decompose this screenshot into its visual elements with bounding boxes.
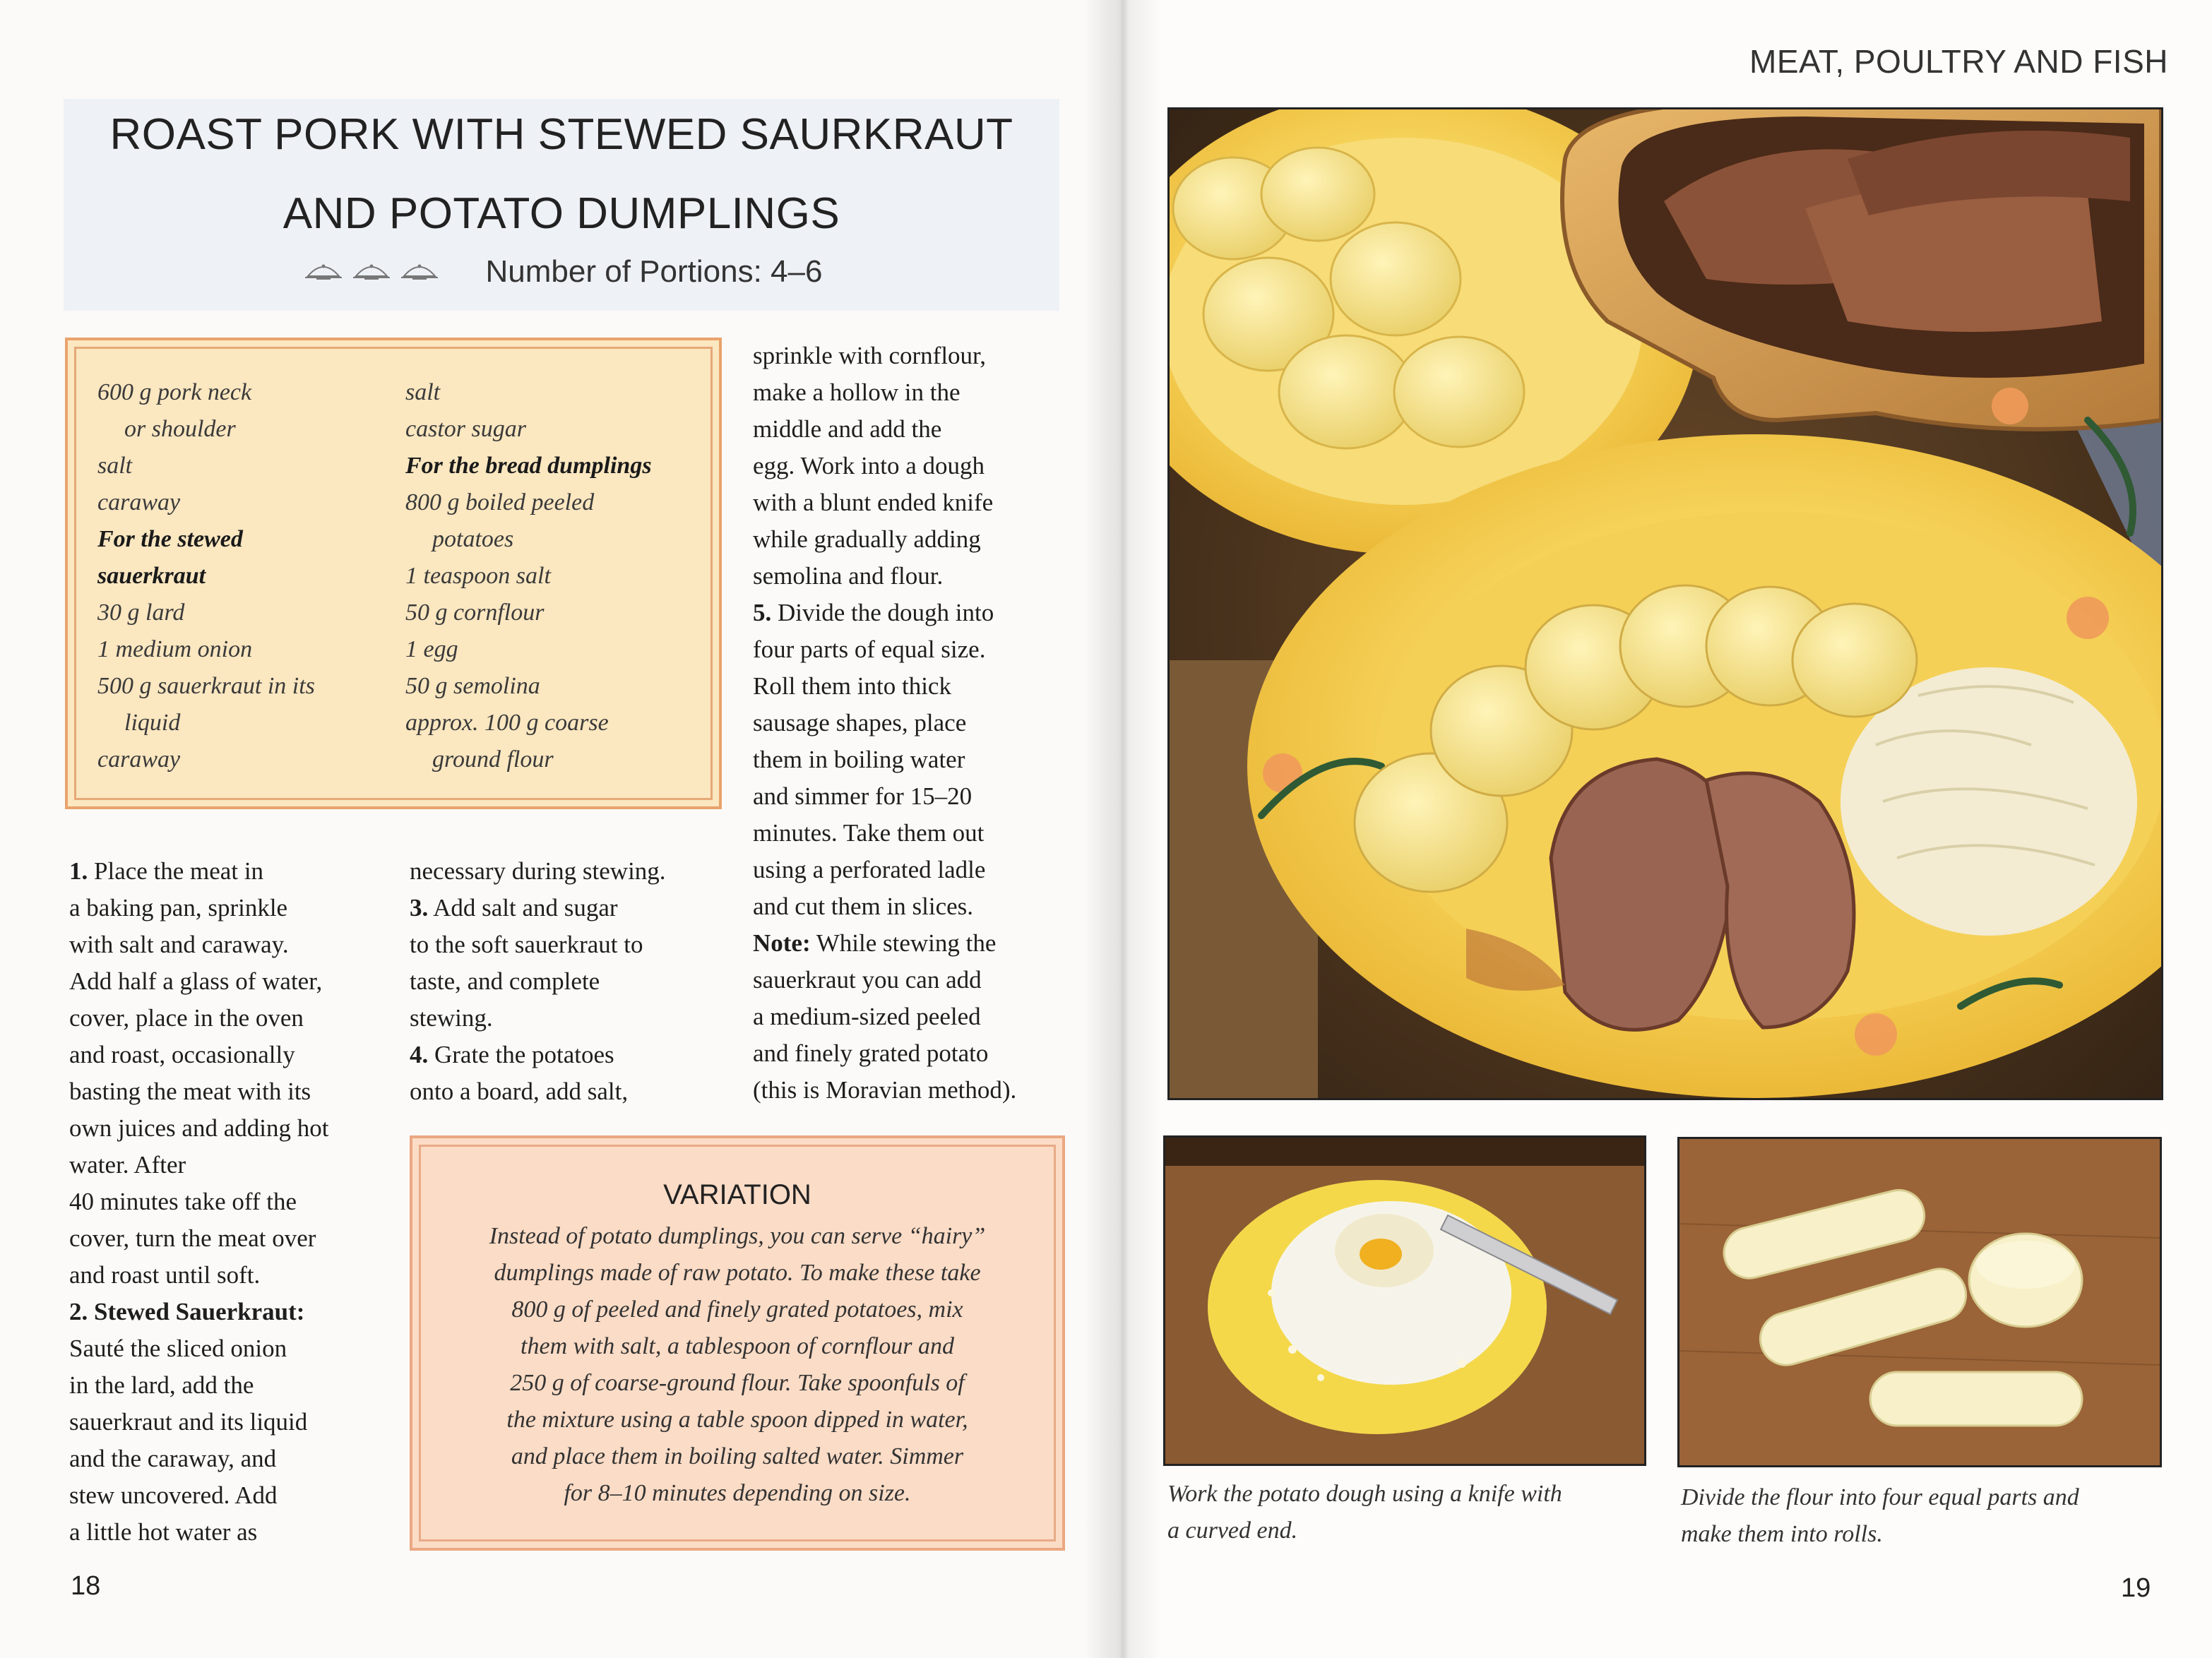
step-text: Place the meat in xyxy=(88,857,264,885)
right-page xyxy=(1112,0,2212,1658)
ingredient-line: 50 g semolina xyxy=(405,673,540,699)
dough-photo xyxy=(1163,1135,1646,1466)
potato-dough-image xyxy=(1165,1138,1644,1464)
step-lead: 4. xyxy=(410,1041,429,1068)
ingredient-line: 600 g pork neck xyxy=(97,379,252,405)
ingredient-line: 1 medium onion xyxy=(97,636,253,662)
ingredient-line: 50 g cornflour xyxy=(405,600,545,626)
variation-line: them with salt, a tablespoon of cornflour and xyxy=(521,1333,954,1359)
method-line xyxy=(69,1073,328,1110)
step-text: sausage shapes, place xyxy=(753,709,967,736)
method-line xyxy=(69,1183,328,1220)
ingredient-line: ground flour xyxy=(432,746,554,773)
step-text: Sauté the sliced onion xyxy=(69,1335,287,1362)
step-text: Divide the dough into xyxy=(771,599,994,626)
ingredients-column-2 xyxy=(405,374,652,778)
step-text: Add half a glass of water, xyxy=(69,967,323,995)
step-text: and roast until soft. xyxy=(69,1261,261,1289)
ingredient-line: 500 g sauerkraut in its xyxy=(97,673,315,699)
step-text: Grate the potatoes xyxy=(428,1041,614,1068)
method-line xyxy=(69,890,328,926)
method-line xyxy=(69,926,328,963)
step-text: taste, and complete xyxy=(410,967,600,995)
method-line xyxy=(410,963,666,1000)
method-line xyxy=(753,962,1016,998)
method-line xyxy=(753,411,1016,448)
step-text: with a blunt ended knife xyxy=(753,489,994,516)
method-line xyxy=(753,1072,1016,1109)
step-text: Roll them into thick xyxy=(753,672,951,700)
method-line xyxy=(69,1000,328,1037)
method-line xyxy=(753,595,1016,631)
step-text: egg. Work into a dough xyxy=(753,452,985,479)
ingredient-line: For the stewed xyxy=(97,526,243,552)
ingredient-line: 30 g lard xyxy=(97,600,185,626)
method-line xyxy=(69,1110,328,1147)
roast-pork-image xyxy=(1170,109,2161,1098)
method-line xyxy=(753,631,1016,668)
step-text: stewing. xyxy=(410,1004,493,1032)
step-text: basting the meat with its xyxy=(69,1078,311,1105)
method-line xyxy=(69,1367,328,1404)
step-text: middle and add the xyxy=(753,415,942,443)
ingredient-line: potatoes xyxy=(432,526,514,552)
method-line xyxy=(410,1037,666,1073)
caption-line: Work the potato dough using a knife with xyxy=(1167,1481,1562,1507)
step-text: minutes. Take them out xyxy=(753,819,985,847)
step-text: stew uncovered. Add xyxy=(69,1481,278,1509)
step-text: and cut them in slices. xyxy=(753,893,974,920)
ingredient-line: approx. 100 g coarse xyxy=(405,710,609,736)
portion-icons xyxy=(301,262,442,282)
variation-line: 800 g of peeled and finely grated potatoes, mix xyxy=(511,1296,963,1323)
method-line xyxy=(753,484,1016,521)
recipe-title-line-1: ROAST PORK WITH STEWED SAURKRAUT xyxy=(109,110,1013,159)
method-line xyxy=(753,448,1016,484)
step-text: 40 minutes take off the xyxy=(69,1188,297,1215)
step-lead: 1. xyxy=(69,857,88,885)
recipe-title-line-2: AND POTATO DUMPLINGS xyxy=(283,189,840,238)
method-line xyxy=(69,1404,328,1441)
step-text: necessary during stewing. xyxy=(410,857,666,885)
method-column-1 xyxy=(69,853,328,1551)
method-line xyxy=(753,888,1016,925)
step-lead: Note: xyxy=(753,929,811,957)
caption-line: Divide the flour into four equal parts and xyxy=(1681,1484,2079,1510)
variation-line: for 8–10 minutes depending on size. xyxy=(564,1480,911,1506)
page-number-left: 18 xyxy=(71,1571,101,1601)
rolls-photo xyxy=(1677,1137,2162,1467)
step-text: and the caraway, and xyxy=(69,1445,277,1472)
step-text: a medium-sized peeled xyxy=(753,1003,981,1030)
dough-rolls-image xyxy=(1679,1139,2160,1465)
ingredient-line: caraway xyxy=(97,746,181,773)
method-line xyxy=(753,778,1016,815)
step-text: and finely grated potato xyxy=(753,1039,989,1067)
caption-line: make them into rolls. xyxy=(1681,1521,1883,1547)
caption-right xyxy=(1681,1479,2079,1553)
variation-title: VARIATION xyxy=(663,1179,811,1210)
step-lead: 2. Stewed Sauerkraut: xyxy=(69,1298,305,1325)
method-line xyxy=(753,925,1016,962)
method-line xyxy=(69,1220,328,1257)
caption-left xyxy=(1167,1476,1562,1549)
ingredient-line: 800 g boiled peeled xyxy=(405,489,595,515)
ingredient-line: salt xyxy=(97,453,133,479)
ingredient-line: 1 egg xyxy=(405,636,458,662)
variation-line: Instead of potato dumplings, you can serve “hairy” xyxy=(489,1223,986,1249)
method-line xyxy=(753,815,1016,852)
covered-dish-icon xyxy=(352,262,391,282)
ingredients-column-1 xyxy=(97,374,315,778)
ingredient-line: salt xyxy=(405,379,441,405)
method-line xyxy=(69,1477,328,1514)
book-gutter xyxy=(1084,0,1162,1658)
method-line xyxy=(69,1294,328,1330)
portions-row xyxy=(64,254,1059,290)
step-text: make a hollow in the xyxy=(753,378,961,406)
method-line xyxy=(753,521,1016,558)
method-line xyxy=(69,1037,328,1073)
method-line xyxy=(753,1035,1016,1072)
step-text: to the soft sauerkraut to xyxy=(410,931,643,958)
section-heading: MEAT, POULTRY AND FISH xyxy=(1749,43,2168,80)
step-text: While stewing the xyxy=(810,929,997,957)
ingredient-line: or shoulder xyxy=(124,416,236,442)
caption-line: a curved end. xyxy=(1167,1517,1298,1544)
step-text: semolina and flour. xyxy=(753,562,944,590)
method-line xyxy=(410,1073,666,1110)
ingredient-line: castor sugar xyxy=(405,416,526,442)
step-text: a baking pan, sprinkle xyxy=(69,894,288,922)
method-line xyxy=(753,741,1016,778)
step-text: own juices and adding hot xyxy=(69,1114,329,1142)
variation-line: the mixture using a table spoon dipped in water, xyxy=(506,1407,968,1433)
method-line xyxy=(753,374,1016,411)
covered-dish-icon xyxy=(304,262,343,282)
method-line xyxy=(410,890,666,926)
method-line xyxy=(69,1441,328,1477)
method-line xyxy=(69,1330,328,1367)
step-text: water. After xyxy=(69,1151,186,1179)
step-text: cover, place in the oven xyxy=(69,1004,304,1032)
page-number-right: 19 xyxy=(2121,1573,2151,1603)
method-line xyxy=(69,963,328,1000)
method-line xyxy=(753,338,1016,374)
method-line xyxy=(69,1147,328,1183)
step-text: and simmer for 15–20 xyxy=(753,782,973,810)
variation-line: 250 g of coarse-ground flour. Take spoonfuls of xyxy=(510,1370,965,1396)
step-text: sauerkraut and its liquid xyxy=(69,1408,308,1436)
method-line xyxy=(410,853,666,890)
step-text: onto a board, add salt, xyxy=(410,1078,629,1105)
ingredient-line: caraway xyxy=(97,489,181,515)
ingredient-line: liquid xyxy=(124,710,181,736)
step-text: sauerkraut you can add xyxy=(753,966,982,994)
step-text: cover, turn the meat over xyxy=(69,1224,316,1252)
step-text: four parts of equal size. xyxy=(753,636,986,663)
step-text: Add salt and sugar xyxy=(428,894,618,922)
method-line xyxy=(410,926,666,963)
method-line xyxy=(753,558,1016,595)
step-text: sprinkle with cornflour, xyxy=(753,342,987,369)
variation-line: and place them in boiling salted water. Simmer xyxy=(511,1443,964,1469)
method-column-2 xyxy=(410,853,666,1110)
covered-dish-icon xyxy=(400,262,439,282)
step-text: using a perforated ladle xyxy=(753,856,986,883)
step-text: while gradually adding xyxy=(753,525,981,553)
method-line xyxy=(753,705,1016,741)
step-text: (this is Moravian method). xyxy=(753,1076,1017,1104)
method-line xyxy=(69,853,328,890)
step-text: them in boiling water xyxy=(753,746,965,773)
portions-label: Number of Portions: 4–6 xyxy=(485,254,823,289)
method-line xyxy=(753,668,1016,705)
ingredient-line: sauerkraut xyxy=(97,563,206,589)
method-line xyxy=(69,1514,328,1551)
recipe-title xyxy=(64,95,1059,254)
step-text: a little hot water as xyxy=(69,1518,258,1546)
method-line xyxy=(410,1000,666,1037)
method-line xyxy=(753,852,1016,888)
step-text: with salt and caraway. xyxy=(69,931,289,958)
ingredient-line: 1 teaspoon salt xyxy=(405,563,551,589)
step-text: and roast, occasionally xyxy=(69,1041,295,1068)
ingredient-line: For the bread dumplings xyxy=(405,453,652,479)
variation-text xyxy=(410,1218,1065,1512)
method-column-3 xyxy=(753,338,1016,1109)
step-lead: 5. xyxy=(753,599,772,626)
method-line xyxy=(753,998,1016,1035)
main-dish-photo xyxy=(1167,107,2163,1100)
step-text: in the lard, add the xyxy=(69,1371,254,1399)
variation-line: dumplings made of raw potato. To make these take xyxy=(494,1260,981,1286)
step-lead: 3. xyxy=(410,894,429,922)
method-line xyxy=(69,1257,328,1294)
